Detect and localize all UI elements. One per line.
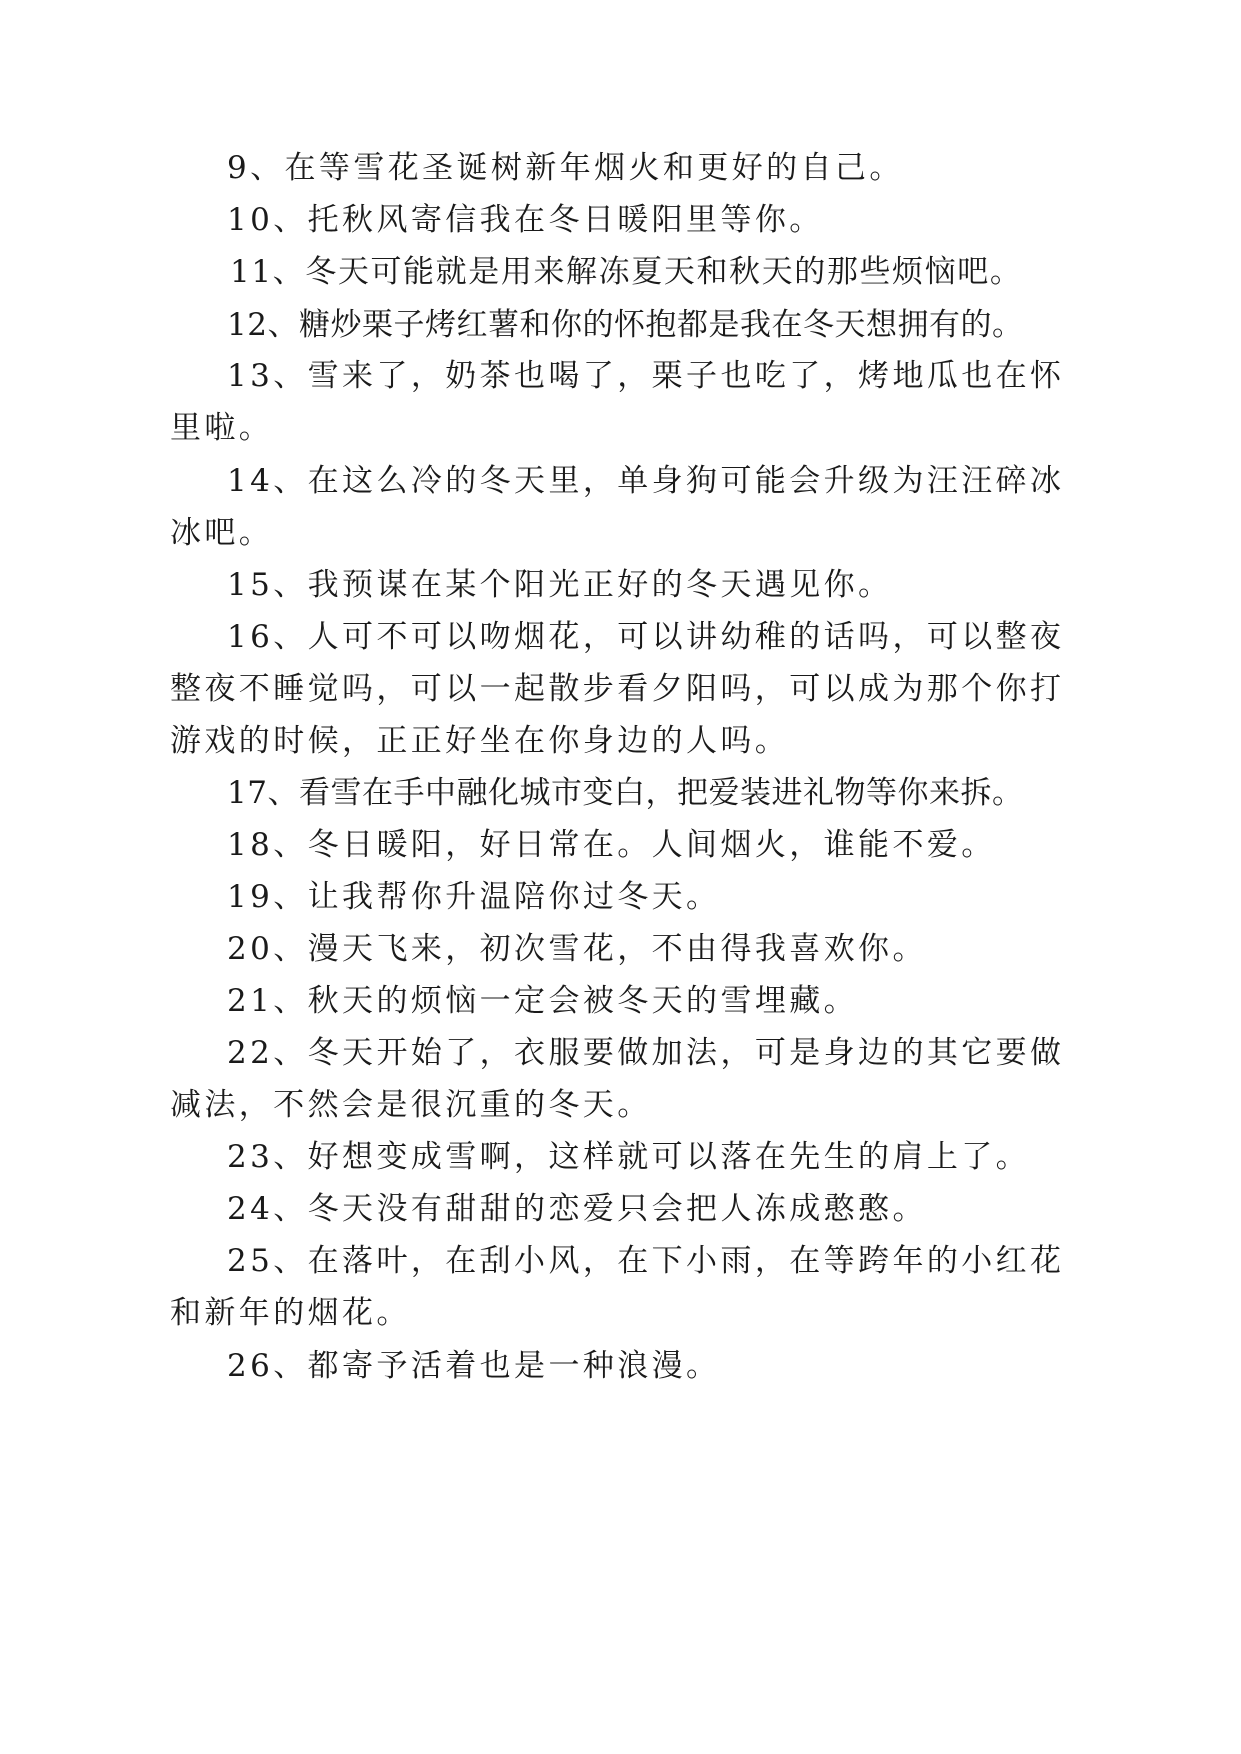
text-line: 12、糖炒栗子烤红薯和你的怀抱都是我在冬天想拥有的。 xyxy=(227,307,1024,343)
text-line: 25、在落叶，在刮小风，在下小雨，在等跨年的小红花 xyxy=(227,1243,1065,1279)
text-line: 19、让我帮你升温陪你过冬天。 xyxy=(227,879,721,915)
text-line: 减法，不然会是很沉重的冬天。 xyxy=(170,1087,652,1123)
text-line: 和新年的烟花。 xyxy=(170,1295,411,1331)
text-line: 10、托秋风寄信我在冬日暖阳里等你。 xyxy=(227,202,824,238)
text-line: 22、冬天开始了，衣服要做加法，可是身边的其它要做 xyxy=(227,1035,1065,1071)
text-line: 16、人可不可以吻烟花，可以讲幼稚的话吗，可以整夜 xyxy=(227,619,1065,655)
text-line: 11、冬天可能就是用来解冻夏天和秋天的那些烦恼吧。 xyxy=(230,254,1023,290)
text-line: 游戏的时候，正正好坐在你身边的人吗。 xyxy=(170,723,790,759)
text-line: 26、都寄予活着也是一种浪漫。 xyxy=(227,1348,721,1384)
text-line: 15、我预谋在某个阳光正好的冬天遇见你。 xyxy=(227,567,893,603)
text-line: 里啦。 xyxy=(170,410,274,446)
text-line: 20、漫天飞来，初次雪花，不由得我喜欢你。 xyxy=(227,931,927,967)
text-line: 23、好想变成雪啊，这样就可以落在先生的肩上了。 xyxy=(227,1139,1031,1175)
text-line: 17、看雪在手中融化城市变白，把爱装进礼物等你来拆。 xyxy=(227,775,1024,811)
text-line: 冰吧。 xyxy=(170,515,274,551)
text-line: 18、冬日暖阳，好日常在。人间烟火，谁能不爱。 xyxy=(227,827,996,863)
text-line: 21、秋天的烦恼一定会被冬天的雪埋藏。 xyxy=(227,983,859,1019)
text-line: 24、冬天没有甜甜的恋爱只会把人冻成憨憨。 xyxy=(227,1191,927,1227)
text-line: 整夜不睡觉吗，可以一起散步看夕阳吗，可以成为那个你打 xyxy=(170,671,1065,707)
text-line: 9、在等雪花圣诞树新年烟火和更好的自己。 xyxy=(227,150,904,186)
text-line: 14、在这么冷的冬天里，单身狗可能会升级为汪汪碎冰 xyxy=(227,463,1065,499)
text-line: 13、雪来了，奶茶也喝了，栗子也吃了，烤地瓜也在怀 xyxy=(227,358,1065,394)
